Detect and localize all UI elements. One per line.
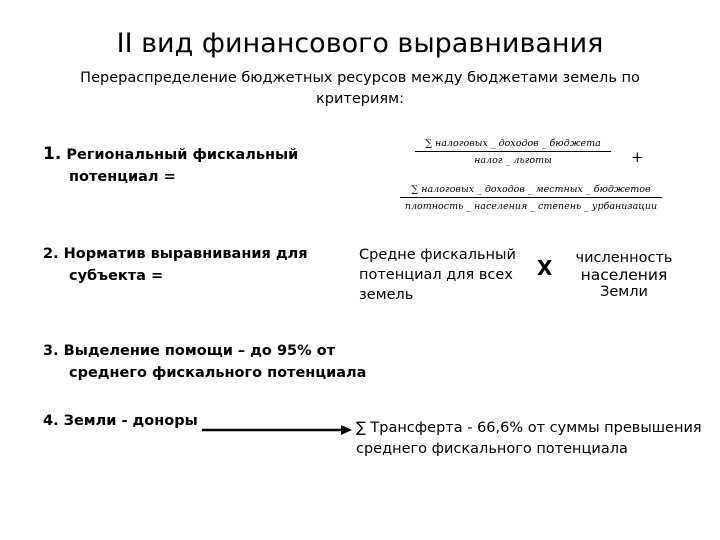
- average-fiscal-potential: Средне фискальный потенциал для всех земель: [359, 247, 516, 303]
- page-title: II вид финансового выравнивания: [116, 28, 604, 59]
- population-line2: населения: [580, 266, 668, 284]
- population-line1: численность: [575, 250, 673, 266]
- criterion-4: [43, 410, 198, 432]
- criterion-text-line2: среднего фискального потенциала: [69, 365, 367, 381]
- formula-local-budgets: [400, 184, 662, 212]
- population-line3: Земли: [600, 284, 648, 300]
- right-arrow-icon: [202, 424, 352, 436]
- criterion-text-line1: Земли - доноры: [63, 413, 198, 429]
- page-subtitle: Перераспределение бюджетных ресурсов между бюджетами земель по критериям:: [80, 70, 640, 107]
- criterion-number: 2.: [43, 246, 59, 262]
- criterion-text-line1: Региональный фискальный: [66, 147, 299, 163]
- formula-denominator: плотность _ населения _ степень _ урбанизации: [404, 201, 658, 212]
- criterion-number: 3.: [43, 343, 59, 359]
- formula-numerator: ∑ налоговых _ доходов _ местных _ бюджетов: [411, 184, 651, 195]
- population-block: [574, 250, 674, 301]
- formula-fiscal-potential: [415, 138, 611, 166]
- criterion-number: 4.: [43, 413, 59, 429]
- criterion-text-line1: Норматив выравнивания для: [63, 246, 308, 262]
- transfer-description: ∑ Трансферта - 66,6% от суммы превышения среднего фискального потенциала: [356, 420, 702, 457]
- plus-sign: +: [631, 148, 644, 166]
- formula-numerator: ∑ налоговых _ доходов _ бюджета: [425, 138, 601, 149]
- criterion-3: [43, 340, 366, 384]
- criterion-2: [43, 243, 308, 287]
- criterion-number: 1.: [43, 144, 62, 164]
- criterion-text-line1: Выделение помощи – до 95% от: [63, 343, 336, 359]
- criterion-text-line2: потенциал =: [69, 169, 176, 185]
- multiply-sign: X: [537, 256, 553, 280]
- criterion-1: [43, 143, 298, 188]
- formula-denominator: налог _ льготы: [474, 155, 552, 166]
- criterion-text-line2: субъекта =: [69, 268, 164, 284]
